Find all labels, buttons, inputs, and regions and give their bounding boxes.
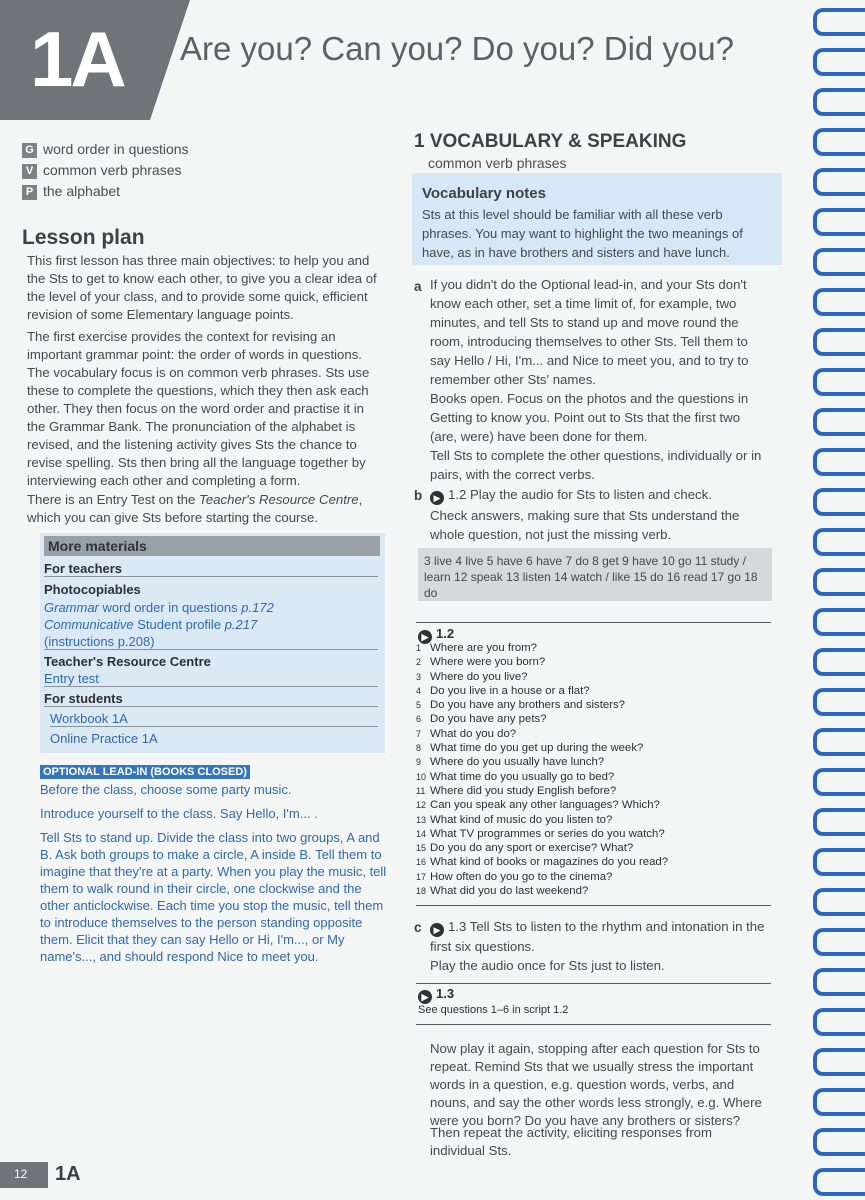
photocopiables bbox=[44, 582, 378, 597]
step-c-text-2: Play the audio once for Sts just to listen. bbox=[430, 958, 665, 973]
page-title: Are you? Can you? Do you? Did you? bbox=[180, 30, 735, 67]
vocabulary-focus: common verb phrases bbox=[43, 162, 182, 178]
question-text: Where did you study English before? bbox=[430, 784, 617, 797]
question-text: Do you have any brothers and sisters? bbox=[430, 699, 626, 712]
question-text: Do you do any sport or exercise? What? bbox=[430, 842, 634, 855]
spiral-coil bbox=[813, 128, 865, 156]
script-question bbox=[416, 855, 776, 869]
spiral-coil bbox=[813, 8, 865, 36]
question-number: 2 bbox=[416, 657, 422, 668]
lesson-plan-title: Lesson plan bbox=[22, 226, 145, 249]
spiral-coil bbox=[813, 528, 865, 556]
script-question bbox=[416, 698, 776, 712]
trc bbox=[44, 654, 378, 669]
lesson-plan-body: The first exercise provides the context for revising an important grammar point: the order of words in questions. The vocabulary focus is on common verb phrases. Sts use these to complete the questions, which they then ask each other. They then focus on the word order and practise it in the Grammar Bank. The pronunciation of the alphabet is revised, and the listening activity gives Sts the chance to revise spelling. Sts then bring all the language together by interviewing each other and completing a form. bbox=[27, 329, 370, 488]
spiral-coil bbox=[813, 248, 865, 276]
online-practice-item: Online Practice 1A bbox=[50, 731, 158, 746]
question-text: What TV programmes or series do you watch? bbox=[430, 827, 665, 840]
grammar-title: word order in questions bbox=[102, 600, 238, 615]
spiral-coil bbox=[813, 288, 865, 316]
script-question bbox=[416, 813, 776, 827]
question-text: Where were you born? bbox=[430, 656, 546, 669]
question-text: Do you live in a house or a flat? bbox=[430, 684, 590, 697]
script-question bbox=[416, 784, 776, 798]
question-text: What do you do? bbox=[430, 727, 517, 740]
question-text: What kind of music do you listen to? bbox=[430, 813, 613, 826]
script-question bbox=[416, 741, 776, 755]
entry-test-text: There is an Entry Test on the bbox=[27, 492, 200, 507]
spiral-coil bbox=[813, 488, 865, 516]
question-text: What did you do last weekend? bbox=[430, 885, 589, 898]
spiral-coil bbox=[813, 968, 865, 996]
question-number: 18 bbox=[416, 886, 427, 897]
optional-p1: Before the class, choose some party music. bbox=[40, 782, 292, 797]
script-divider-end bbox=[416, 905, 771, 906]
question-text: Where do you live? bbox=[430, 670, 528, 683]
script-question bbox=[416, 870, 776, 884]
step-b-instruction: 1.2 Play the audio for Sts to listen and check. bbox=[448, 487, 712, 502]
script-question bbox=[416, 670, 776, 684]
question-number: 5 bbox=[416, 700, 422, 711]
for-teachers bbox=[44, 561, 378, 577]
spiral-coil bbox=[813, 608, 865, 636]
question-number: 13 bbox=[416, 814, 427, 825]
step-b-text-2: Check answers, making sure that Sts understand the whole question, not just the missing verb. bbox=[430, 508, 740, 542]
question-text: What time do you usually go to bed? bbox=[430, 770, 615, 783]
spiral-coil bbox=[813, 208, 865, 236]
audio-icon: ▶ bbox=[418, 990, 432, 1004]
question-text: How often do you go to the cinema? bbox=[430, 870, 613, 883]
script-1-2-number: 1.2 bbox=[436, 626, 455, 641]
workbook-item: Workbook 1A bbox=[50, 711, 378, 727]
optional-p2: Introduce yourself to the class. Say Hello, I'm... . bbox=[40, 806, 318, 821]
script-question bbox=[416, 755, 776, 769]
spiral-coil bbox=[813, 928, 865, 956]
question-number: 10 bbox=[416, 771, 427, 782]
optional-p3: Tell Sts to stand up. Divide the class into two groups, A and B. Ask both groups to make a circle, A inside B. Tell them to imagine that they're at a party. When you play the music, tell them to walk round in their circle, one clockwise and the other anticlockwise. Each time you stop the music, tell them to introduce themselves to the person standing opposite them. Elicit that they can say Hello or Hi, I'm..., or My name's..., and should respond Nice to meet you. bbox=[40, 830, 387, 964]
script-question bbox=[416, 684, 776, 698]
question-number: 3 bbox=[416, 671, 422, 682]
audio-icon: ▶ bbox=[430, 923, 444, 937]
question-text: What time do you get up during the week? bbox=[430, 742, 644, 755]
question-number: 16 bbox=[416, 857, 427, 868]
script-1-3-divider-end bbox=[416, 1024, 771, 1025]
question-number: 15 bbox=[416, 843, 427, 854]
script-question bbox=[416, 770, 776, 784]
step-c-text-3: Now play it again, stopping after each question for Sts to repeat. Remind Sts that we usually stress the important words in a question, e.g. question words, verbs, and nouns, and say the other words less strongly, e.g. Where were you born? Do you have any brothers or sisters? bbox=[430, 1041, 762, 1128]
gvp-pronunciation bbox=[22, 183, 120, 200]
question-number: 9 bbox=[416, 757, 422, 768]
script-1-3-divider bbox=[416, 983, 771, 984]
step-a-text-2: Books open. Focus on the photos and the questions in Getting to know you. Point out to Sts that the first two (are, were) have been done for them. bbox=[430, 391, 749, 444]
spiral-coil bbox=[813, 168, 865, 196]
question-text: Where are you from? bbox=[430, 642, 537, 654]
spiral-coil bbox=[813, 1008, 865, 1036]
question-number: 12 bbox=[416, 800, 427, 811]
pronunciation-focus: the alphabet bbox=[43, 183, 121, 199]
lesson-plan-entry-test bbox=[27, 491, 377, 527]
grammar-label: Grammar bbox=[44, 600, 99, 615]
step-b-label: b bbox=[414, 488, 423, 503]
grammar-badge: G bbox=[22, 143, 37, 158]
grammar-focus: word order in questions bbox=[43, 141, 189, 157]
grammar-page: p.172 bbox=[241, 600, 274, 615]
spiral-coil bbox=[813, 48, 865, 76]
answers-text: 3 live 4 live 5 have 6 have 7 do 8 get 9 have 10 go 11 study / learn 12 speak 13 listen 14 watch / like 15 do 16 read 17 go 18 do bbox=[424, 554, 758, 600]
grammar-photocopiable bbox=[44, 600, 378, 615]
question-number: 14 bbox=[416, 828, 427, 839]
spiral-coil bbox=[813, 1168, 865, 1196]
for-students-label: For students bbox=[44, 691, 123, 706]
script-question bbox=[416, 827, 776, 841]
script-question bbox=[416, 655, 776, 669]
page-number: 12 bbox=[14, 1167, 28, 1181]
entry-test-text-end: , which you can give Sts before starting the course. bbox=[27, 492, 363, 525]
spiral-coil bbox=[813, 568, 865, 596]
spiral-coil bbox=[813, 448, 865, 476]
question-text: What kind of books or magazines do you read? bbox=[430, 856, 669, 869]
communicative-label: Communicative bbox=[44, 617, 134, 632]
script-divider bbox=[416, 622, 771, 623]
resource-centre-link: Teacher's Resource Centre bbox=[199, 492, 359, 507]
vocabulary-notes-text: Sts at this level should be familiar with all these verb phrases. You may want to highlight the two meanings of have, as in have brothers and sisters and have lunch. bbox=[422, 207, 743, 260]
script-1-2-list bbox=[416, 641, 776, 898]
question-number: 1 bbox=[416, 643, 422, 653]
gvp-grammar bbox=[22, 141, 189, 158]
spiral-coil bbox=[813, 88, 865, 116]
trc-label: Teacher's Resource Centre bbox=[44, 654, 211, 669]
entry-test-item: Entry test bbox=[44, 671, 378, 687]
question-text: Do you have any pets? bbox=[430, 713, 547, 726]
section-subtitle: common verb phrases bbox=[428, 155, 567, 171]
question-number: 8 bbox=[416, 743, 422, 754]
question-number: 17 bbox=[416, 871, 427, 882]
spiral-coil bbox=[813, 808, 865, 836]
script-question bbox=[416, 712, 776, 726]
communicative-page: p.217 bbox=[224, 617, 258, 632]
spiral-coil bbox=[813, 1048, 865, 1076]
script-question bbox=[416, 641, 776, 655]
lesson-code: 1A bbox=[30, 15, 124, 103]
for-students bbox=[44, 691, 378, 707]
step-b-text-1 bbox=[430, 485, 770, 505]
optional-lead-in-tag: OPTIONAL LEAD-IN (BOOKS CLOSED) bbox=[40, 765, 250, 779]
audio-icon: ▶ bbox=[430, 491, 444, 505]
section-title: 1 VOCABULARY & SPEAKING bbox=[414, 131, 687, 152]
question-number: 4 bbox=[416, 685, 422, 696]
script-question bbox=[416, 841, 776, 855]
question-number: 6 bbox=[416, 714, 422, 725]
spiral-coil bbox=[813, 888, 865, 916]
question-number: 7 bbox=[416, 728, 422, 739]
step-c-text-1 bbox=[430, 917, 770, 956]
step-a-label: a bbox=[414, 279, 422, 294]
question-text: Can you speak any other languages? Which? bbox=[430, 799, 660, 812]
spiral-coil bbox=[813, 768, 865, 796]
spiral-coil bbox=[813, 728, 865, 756]
step-c-label: c bbox=[414, 920, 422, 935]
script-1-3-note: See questions 1–6 in script 1.2 bbox=[418, 1004, 569, 1016]
for-teachers-label: For teachers bbox=[44, 561, 123, 576]
step-c-text-4: Then repeat the activity, eliciting responses from individual Sts. bbox=[430, 1125, 712, 1158]
photocopiables-label: Photocopiables bbox=[44, 582, 141, 597]
script-question bbox=[416, 798, 776, 812]
spiral-coil bbox=[813, 368, 865, 396]
script-1-3-number: 1.3 bbox=[436, 986, 455, 1001]
communicative-photocopiable bbox=[44, 617, 378, 632]
vocabulary-notes-title: Vocabulary notes bbox=[422, 185, 546, 202]
script-question bbox=[416, 884, 776, 898]
spiral-coil bbox=[813, 848, 865, 876]
spiral-coil bbox=[813, 1088, 865, 1116]
spiral-coil bbox=[813, 648, 865, 676]
step-a-text-3: Tell Sts to complete the other questions, individually or in pairs, with the correct verbs. bbox=[430, 448, 762, 482]
vocabulary-badge: V bbox=[22, 164, 37, 179]
question-number: 11 bbox=[416, 785, 426, 796]
footer-lesson-code: 1A bbox=[55, 1163, 81, 1185]
audio-icon: ▶ bbox=[418, 630, 432, 644]
spiral-coil bbox=[813, 688, 865, 716]
more-materials-heading: More materials bbox=[44, 536, 380, 556]
script-1-3-heading bbox=[418, 986, 454, 1004]
gvp-vocabulary bbox=[22, 162, 182, 179]
script-question bbox=[416, 727, 776, 741]
spiral-binding bbox=[805, 0, 865, 1200]
spiral-coil bbox=[813, 408, 865, 436]
spiral-coil bbox=[813, 328, 865, 356]
communicative-title: Student profile bbox=[137, 617, 222, 632]
step-a-text-1: If you didn't do the Optional lead-in, and your Sts don't know each other, set a time limit of, for example, two minutes, and tell Sts to stand up and move round the room, introducing themselves to other Sts. Tell them to say Hello / Hi, I'm... and Nice to meet you, and to try to remember other Sts' names. bbox=[430, 277, 749, 387]
lesson-plan-intro: This first lesson has three main objectives: to help you and the Sts to get to know each other, to give you a clear idea of the level of your class, and to provide some quick, efficient revision of some Elementary language points. bbox=[27, 253, 377, 322]
instructions-ref: (instructions p.208) bbox=[44, 634, 378, 650]
pronunciation-badge: P bbox=[22, 185, 37, 200]
question-text: Where do you usually have lunch? bbox=[430, 756, 605, 769]
step-c-instruction: 1.3 Tell Sts to listen to the rhythm and intonation in the first six questions. bbox=[430, 919, 765, 954]
spiral-coil bbox=[813, 1128, 865, 1156]
